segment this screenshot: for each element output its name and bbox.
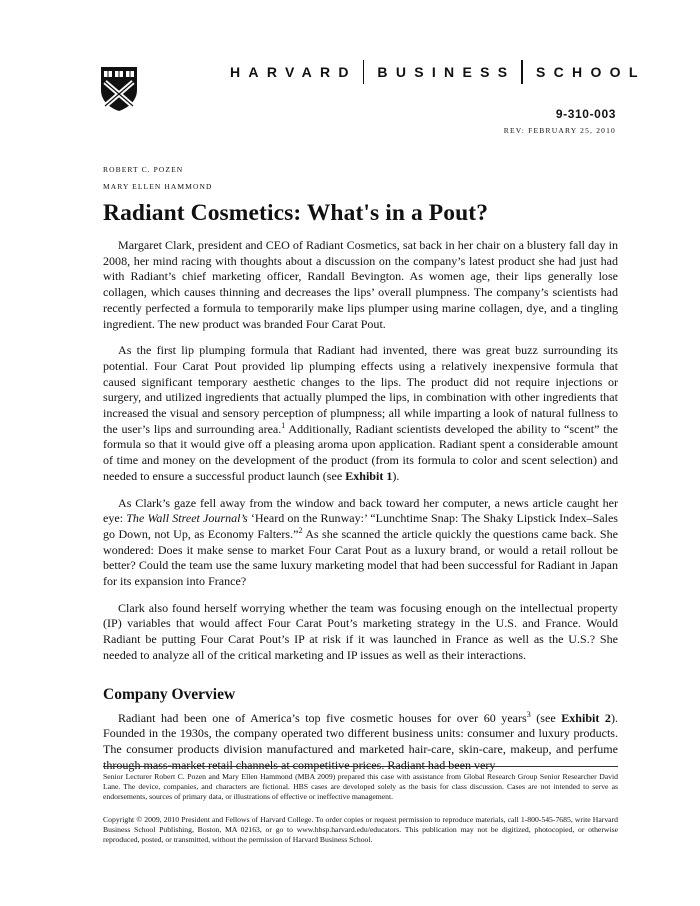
author-name: MARY ELLEN HAMMOND [103, 182, 213, 191]
body-paragraph [103, 496, 618, 590]
section-heading: Company Overview [103, 685, 236, 703]
text-run: As Clark’s gaze fell away from the window and back toward her computer, a news article caught her eye: [103, 495, 618, 526]
case-title: Radiant Cosmetics: What's in a Pout? [103, 200, 489, 226]
text-run: Margaret Clark, president and CEO of Radiant Cosmetics, sat back in her chair on a blustery fall day in 2008, her mind racing with thoughts about a discussion on the company’s latest product she had just had with Radiant’s chief marketing officer, Randall Bevington. As women age, their lips generally lose collagen, which causes thinning and decreases the lips’ overall plumpness. The company’s scientists had recently perfected a formula to temporarily make lips plumper using marine collagen, dye, and a tingling ingredient. The new product was branded Four Carat Pout. [103, 238, 618, 331]
text-run: ‘Heard on the Runway:’ “Lunchtime Snap: The Shaky Lipstick Index–Sales go Down, not Up, as Economy Falters.” [103, 511, 618, 541]
footnote-reference: 2 [298, 525, 303, 535]
masthead-divider [521, 60, 523, 84]
text-run: (see [530, 710, 562, 725]
exhibit-reference: Exhibit 2 [561, 710, 611, 725]
author-name: ROBERT C. POZEN [103, 165, 184, 174]
footnote-divider [103, 766, 618, 767]
text-run: Additionally, Radiant scientists developed the ability to “scent” the formula so that it would give off a pleasing aroma upon application. Radiant spent a considerable amount of time and money on the development of the product (from its formula to color and scent selection) and needed to ensure a successful product launch (see [103, 421, 619, 483]
body-paragraph [103, 238, 618, 332]
body-paragraph [103, 711, 618, 774]
text-run: Clark also found herself worrying whether the team was focusing enough on the intellectual property (IP) variables that would affect Four Carat Pout’s marketing strategy in the U.S. and France. Would Radiant be putting Four Carat Pout’s IP at risk if it was launched in France as well as the U.S.? She needed to analyze all of the critical marketing and IP issues as well as their interactions. [103, 600, 618, 662]
case-body [103, 238, 618, 784]
body-paragraph [103, 343, 618, 484]
masthead-word-harvard: HARVARD [230, 64, 357, 80]
school-masthead [230, 61, 646, 83]
body-paragraph [103, 601, 618, 664]
text-run: As she scanned the article quickly the questions came back. She wondered: Does it make sense to market Four Carat Pout as a luxury brand, or would a retail rollout be better? Could the team use the same luxury marketing model that had been successful for Radiant in Japan for its expansion into France? [103, 526, 618, 589]
intro-paragraphs [103, 238, 618, 664]
exhibit-reference: Exhibit 1 [345, 468, 393, 483]
text-run: ). [392, 468, 400, 483]
masthead-word-business: BUSINESS [377, 64, 516, 80]
footnote-reference: 3 [526, 709, 531, 719]
masthead-word-school: SCHOOL [535, 64, 646, 80]
copyright-note: Copyright © 2009, 2010 President and Fellows of Harvard College. To order copies or request permission to reproduce materials, call 1-800-545-7685, write Harvard Business School Publishing, Boston, MA 02163, or go to www.hbsp.harvard.edu/educators. This publication may not be digitized, photocopied, or otherwise reproduced, posted, or transmitted, without the permission of Harvard Business School. [103, 815, 618, 844]
harvard-shield-icon [100, 66, 138, 112]
case-number: 9-310-003 [555, 107, 616, 121]
preparation-note: Senior Lecturer Robert C. Pozen and Mary Ellen Hammond (MBA 2009) prepared this case with assistance from Global Research Group Senior Researcher David Lane. The device, companies, and characters are fictional. HBS cases are developed solely as the basis for class discussion. Cases are not intended to serve as endorsements, sources of primary data, or illustrations of effective or ineffective management. [103, 772, 618, 801]
text-run: ). Founded in the 1930s, the company operated two different business units: consumer and luxury products. The consumer products division manufactured and marketed hair-care, skin-care, makeup, and perfume through mass-market retail channels at competitive prices. Radiant had been very [103, 710, 618, 772]
revision-date: REV: FEBRUARY 25, 2010 [503, 126, 616, 135]
text-run: The Wall Street Journal’s [126, 511, 248, 526]
footnote-reference: 1 [281, 420, 286, 430]
masthead-divider [363, 60, 365, 84]
text-run: Radiant had been one of America’s top five cosmetic houses for over 60 years [118, 710, 527, 725]
text-run: As the first lip plumping formula that Radiant had invented, there was great buzz surrounding its potential. Four Carat Pout provided lip plumping effects using a relatively inexpensive formula that caused significant temporary aesthetic changes to the lips. The product did not require injections or surgery, and utilized ingredients that actually plumped the lips, in combination with other ingredients that increased the visual and sensory perception of plumpness; all while imparting a look of natural fullness to the user’s lips and surrounding area. [103, 343, 618, 436]
section-paragraphs [103, 711, 618, 774]
